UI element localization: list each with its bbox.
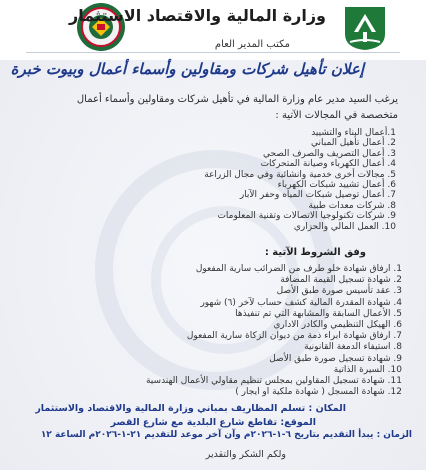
list-item: 1. ارفاق شهادة خلو طرف من الضرائب سارية المفعول (195, 264, 402, 274)
submission-deadline: الزمان : يبدأ التقديم بتاريخ ٦-١-٢٠٢٦م وآن آخر موعد للتقديم ٢١-١-٢٠٢٦م الساعة ١٢ (40, 430, 412, 440)
list-item: 8. استيفاء الدمغة القانونية (304, 342, 402, 353)
header-divider (26, 52, 400, 53)
submission-place: المكان : تسلم المظاريف بمباني وزارة المالية والاقتصاد والاستثمار (35, 403, 346, 414)
list-item: 6. أعمال تشييد شبكات الكهرباء (277, 180, 396, 191)
list-item: 12. شهادة المسجل ( شهادة ملكية او ايجار ) (235, 387, 402, 398)
list-item: 6. الهيكل التنظيمي والكادر الاداري (273, 320, 402, 331)
list-item: 10. العمل المالي والحزاري (293, 221, 396, 232)
list-item: 7. أعمال توصيل شبكات المياه وحفر الآبار (239, 190, 396, 201)
intro-text (77, 92, 398, 124)
list-item: 1.أعمال البناء والتشييد (311, 128, 396, 138)
ministry-title: وزارة المالية والاقتصاد الاستثمار (69, 6, 326, 25)
list-item: 5. الأعمال السابقة والمشابهة التي تم تنفيذها (235, 308, 402, 319)
announcement-title: إعلان تأهيل شركات ومقاولين وأسماء أعمال وبيوت خبرة (10, 60, 364, 78)
list-item: 4. أعمال الكهرباء وصيانة المتحركات (260, 159, 396, 170)
list-item: 3. عقد تأسيس صورة طبق الأصل (276, 286, 402, 297)
list-item: 3. أعمال التصريف والصرف الصحي (263, 148, 396, 159)
fields-list (204, 128, 396, 232)
submission-site: الموقع: تقاطع شارع البلدية مع شارع القصر (110, 417, 316, 428)
list-item: 10. السيرة الذاتية (333, 364, 402, 375)
office-name: مكتب المدير العام (214, 39, 290, 50)
conditions-heading: وفق الشروط الآتية : (264, 247, 366, 258)
list-item: 11. شهادة تسجيل المقاولين بمجلس تنظيم مقاولي الأعمال الهندسية (145, 376, 402, 387)
tree-logo-icon (340, 2, 390, 52)
list-item: 7. ارفاق شهادة ابراء ذمة من ديوان الزكاة سارية المفعول (186, 331, 402, 342)
list-item: 2. أعمال تأهيل المباني (311, 138, 396, 149)
list-item: 9. شركات تكنولوجيا الاتصالات وتقنية المعلومات (217, 211, 396, 222)
intro-line-2: متخصصة في المجالات الآتية : (275, 110, 398, 121)
list-item: 5. مجالات أخرى خدمية وانشائية وفي مجال الزراعة (204, 169, 396, 180)
conditions-list (146, 264, 402, 398)
list-item: 8. شركات معدات طبية (308, 200, 396, 211)
list-item: 2. شهادة تسجيل القيمة المضافة (280, 275, 402, 286)
intro-line-1: يرغب السيد مدير عام وزارة المالية في تأهيل شركات ومقاولين وأسماء أعمال (76, 94, 398, 105)
letterhead (0, 0, 426, 60)
list-item: 4. شهادة المقدرة المالية كشف حساب لآخر (٦) شهور (200, 297, 402, 308)
closing-thanks: ولكم الشكر والتقدير (205, 449, 286, 460)
list-item: 9. شهادة تسجيل صورة طبق الأصل (269, 353, 402, 364)
